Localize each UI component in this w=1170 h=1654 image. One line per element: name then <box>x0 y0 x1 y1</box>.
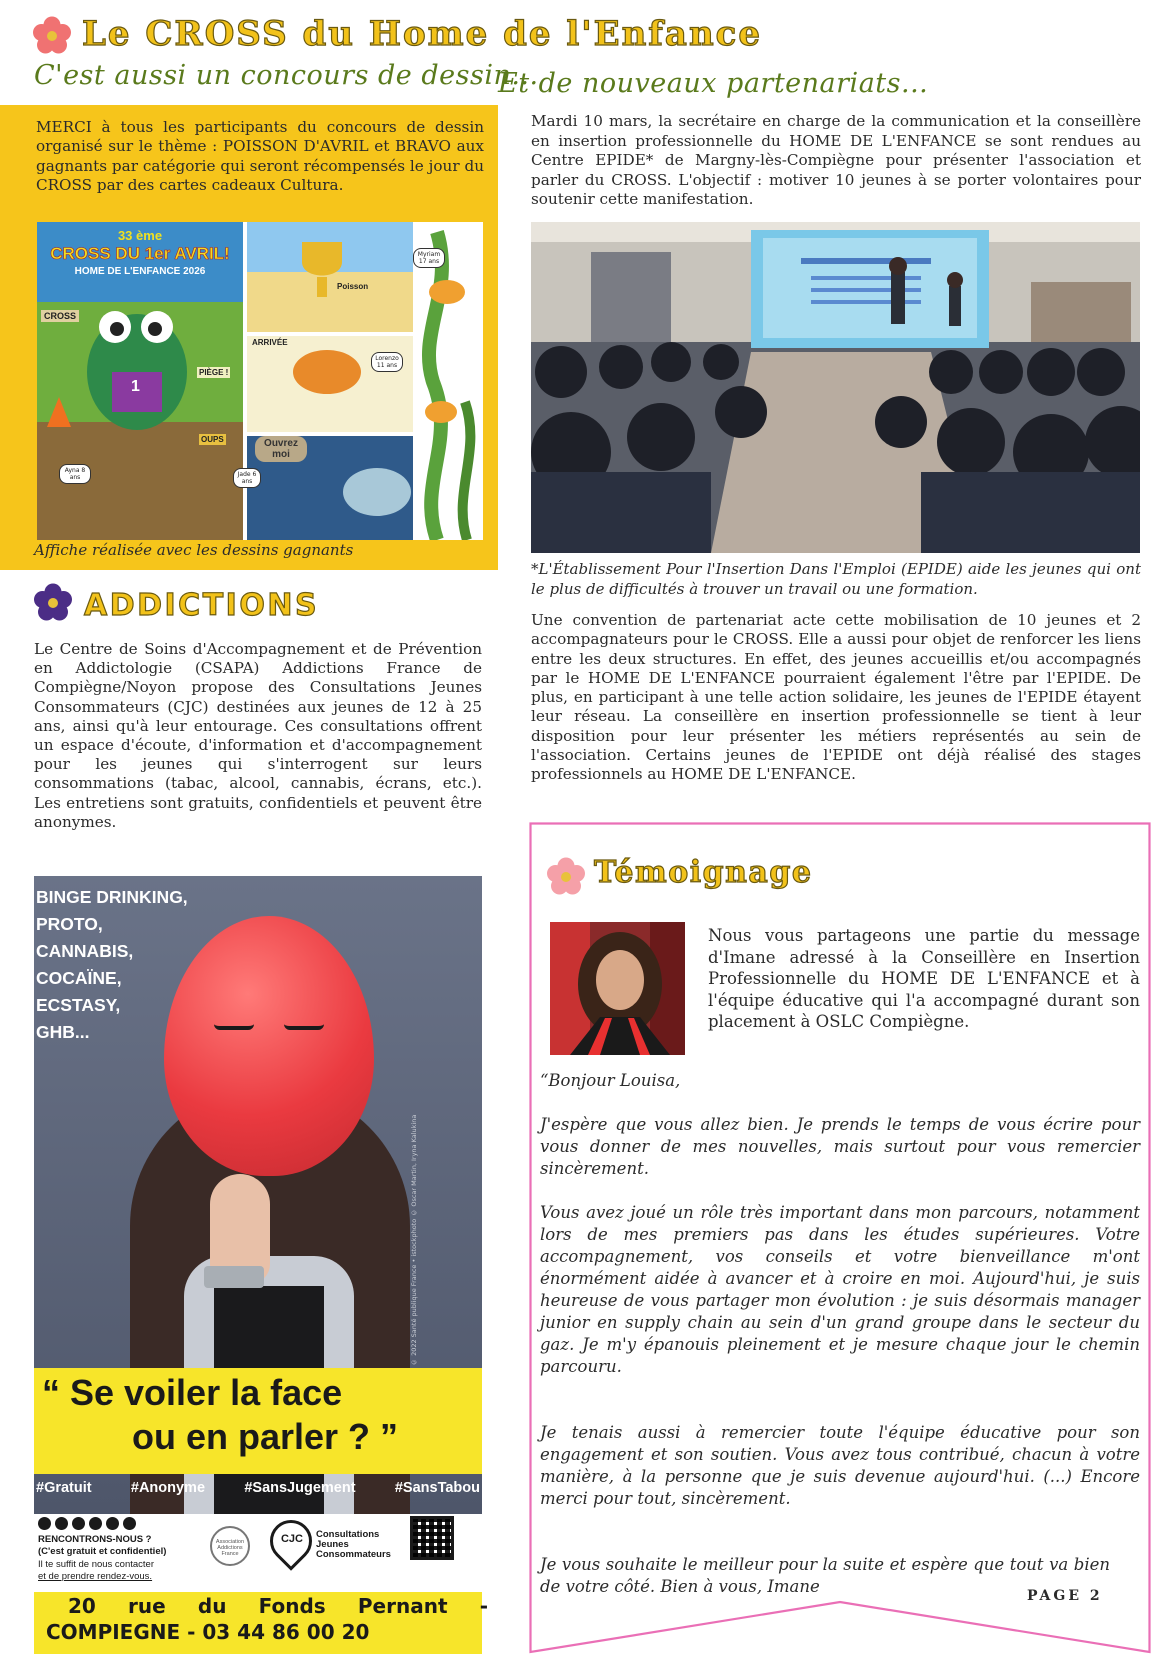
substance-item: CANNABIS, <box>36 941 134 961</box>
hashtag: #SansJugement <box>244 1480 356 1496</box>
substance-item: GHB... <box>36 1022 90 1042</box>
pink-flower-icon <box>546 857 586 897</box>
poster-oups-sign: OUPS <box>201 435 224 444</box>
poster-arrivee-sign: ARRIVÉE <box>252 338 288 347</box>
poster-artist-name-3: Ayna 8 ans <box>59 464 91 484</box>
letter-paragraph: Je tenais aussi à remercier toute l'équipe éducative pour son engagement et son soutien. Vous avez tous contribué, chacun à votre manière, à la personne que je suis devenue aujourd'hui. (...) Encore merci pour tout, sincèrement. <box>540 1423 1140 1508</box>
poster-ouvrez-sign: Ouvrez moi <box>255 436 307 462</box>
letter-paragraph: Vous avez joué un rôle très important dans mon parcours, notamment lors de mes premiers pas dans les études supérieures. Votre accompagnement, vos conseils et votre bienveillance m'ont énormément aidée à avancer et à croire en moi. Aujourd'hui, je suis heureuse de vous partager mon évolution : je suis désormais manager junior en supply chain au sein d'un grand groupe dans le secteur du gaz. Je m'y épanouis pleinement et je mesure chaque jour le chemin parcouru. <box>540 1203 1140 1376</box>
imane-portrait <box>550 922 685 1055</box>
cjc-contact-strip <box>34 1514 482 1592</box>
cjc-name-line: Consultations <box>316 1529 380 1540</box>
page-title: Le CROSS du Home de l'Enfance <box>82 14 762 54</box>
epide-footnote: *L'Établissement Pour l'Insertion Dans l'Emploi (EPIDE) aide les jeunes qui ont le plus de difficultés à trouver un travail ou une formation. <box>531 560 1141 598</box>
meet-line-2: et de prendre rendez-vous. <box>38 1571 153 1582</box>
qr-code[interactable] <box>410 1516 454 1560</box>
address-line-1: 20 rue du Fonds Pernant - <box>68 1594 488 1618</box>
hibiscus-flower-icon <box>32 16 72 56</box>
poster-artist-name-1: Myriam 17 ans <box>413 248 445 268</box>
substance-item: PROTO, <box>36 914 103 934</box>
addictions-title: ADDICTIONS <box>84 588 320 623</box>
testimony-title: Témoignage <box>594 855 813 890</box>
hashtag: #SansTabou <box>394 1480 480 1496</box>
cjc-logo-text: CJC <box>280 1533 303 1545</box>
hashtag: #Gratuit <box>36 1480 92 1496</box>
cjc-name-line: Consommateurs <box>316 1549 391 1560</box>
epide-presentation-photo <box>531 222 1140 553</box>
contest-text: MERCI à tous les participants du concours de dessin organisé sur le thème : POISSON D'AVRIL et BRAVO aux gagnants par catégorie qui seront récompensés le jour du CROSS par des cartes cadeaux Cultura. <box>36 118 484 195</box>
addictions-text: Le Centre de Soins d'Accompagnement et de Prévention en Addictologie (CSAPA) Addictions France de Compiègne/Noyon propose des Consultations Jeunes Consommateurs (CJC) destinées aux jeunes de 12 à 25 ans, ainsi qu'à leur entourage. Ces consultations offrent un espace d'écoute, d'information et d'accompagnement pour les jeunes qui s'interrogent sur leurs consommations (tabac, alcool, cannabis, écrans, etc.). Les entretiens sont gratuits, confidentiels et peuvent être anonymes. <box>34 640 482 831</box>
substance-icons-row <box>38 1517 136 1530</box>
cjc-campaign-poster <box>34 876 482 1514</box>
poster-piege-sign: PIÈGE ! <box>199 368 229 377</box>
letter-paragraph: J'espère que vous allez bien. Je prends le temps de vous écrire pour vous donner de mes nouvelles, mais surtout pour vous remercier sincèrement. <box>540 1115 1140 1178</box>
drawing-contest-poster <box>37 222 483 540</box>
poster-caption: Affiche réalisée avec les dessins gagnants <box>34 541 354 559</box>
poster-banner: CROSS DU 1er AVRIL! <box>50 244 230 263</box>
addictions-france-logo: Association Addictions France <box>210 1526 250 1566</box>
slogan-line-2: ou en parler ? ” <box>132 1416 399 1457</box>
poster-cross-sign: CROSS <box>41 310 79 322</box>
poster-poisson-sign: Poisson <box>337 282 369 291</box>
address-line-2: COMPIEGNE - 03 44 86 00 20 <box>46 1620 370 1644</box>
poster-artist-name-2: Lorenzo 11 ans <box>371 352 403 372</box>
substance-item: COCAÏNE, <box>36 968 122 988</box>
poster-sub-banner: HOME DE L'ENFANCE 2026 <box>74 266 206 277</box>
poster-bib: 1 <box>131 378 140 395</box>
testimony-intro: Nous vous partageons une partie du message d'Imane adressé à la Conseillère en Insertion Professionnelle du HOME DE L'ENFANCE et à l'équipe éducative qui l'a accompagné durant son placement à OSLC Compiègne. <box>708 926 1140 1031</box>
partnership-subtitle: Et de nouveaux partenariats... <box>498 68 929 99</box>
substance-item: ECSTASY, <box>36 995 121 1015</box>
meet-line-1: Il te suffit de nous contacter <box>38 1559 155 1570</box>
cjc-name-line: Jeunes <box>316 1539 349 1550</box>
slogan-line-1: “ Se voiler la face <box>42 1372 343 1413</box>
partnership-text: Mardi 10 mars, la secrétaire en charge de la communication et la conseillère en insertion professionnelle du HOME DE L'ENFANCE se sont rendues au Centre EPIDE* de Margny-lès-Compiègne pour présenter l'association et parler du CROSS. L'objectif : motiver 10 jeunes à se porter volontaires pour soutenir cette manifestation. <box>531 112 1141 208</box>
meet-title: RENCONTRONS-NOUS ? <box>38 1534 152 1545</box>
address-band <box>34 1592 488 1654</box>
contest-subtitle: C'est aussi un concours de dessin... <box>34 60 539 91</box>
substance-item: BINGE DRINKING, <box>36 887 188 907</box>
letter-paragraph: Je vous souhaite le meilleur pour la suite et espère que tout va bien de votre côté. Bien à vous, Imane <box>540 1555 1110 1596</box>
meet-subtitle: (C'est gratuit et confidentiel) <box>38 1546 167 1557</box>
poster-artist-name-4: Jade 6 ans <box>233 468 261 488</box>
hashtag: #Anonyme <box>130 1480 206 1496</box>
partnership-text-2: Une convention de partenariat acte cette mobilisation de 10 jeunes et 2 accompagnateurs pour le CROSS. Elle a aussi pour objet de renforcer les liens entre les deux structures. En effet, des jeunes accueillis et/ou accompagnés par le HOME DE L'ENFANCE pourraient également l'être par l'EPIDE. De plus, en participant à une telle action solidaire, les jeunes de l'EPIDE étayent leur réseau. La conseillère en insertion professionnelle se tient à leur disposition pour leur présenter les métiers représentés au sein de l'association. Certains jeunes de l'EPIDE ont déjà réalisé des stages professionnels au HOME DE L'ENFANCE. <box>531 611 1141 784</box>
balloon-eye-left <box>214 1024 254 1030</box>
photo-credit: © 2022 Santé publique France • istockphoto © Oscar Martin, Iryna Kalukina <box>410 1114 418 1366</box>
letter-greeting: “Bonjour Louisa, <box>540 1071 681 1090</box>
violet-flower-icon <box>33 583 73 623</box>
poster-edition: 33 ème <box>117 228 163 243</box>
balloon-eye-right <box>284 1024 324 1030</box>
page-number: PAGE 2 <box>1027 1588 1103 1604</box>
